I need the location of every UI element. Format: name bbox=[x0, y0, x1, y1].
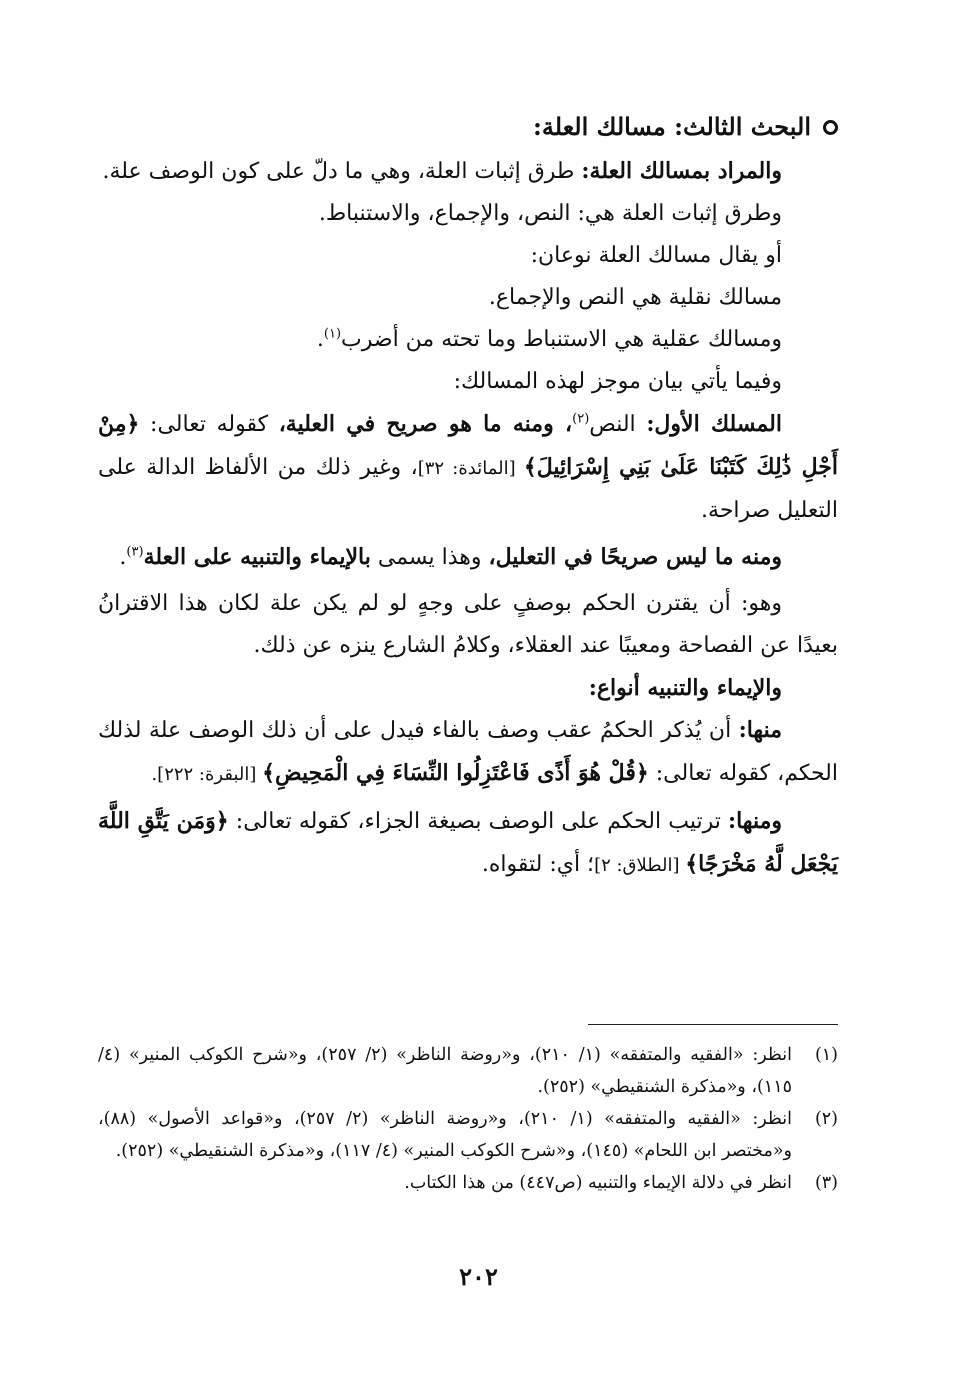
footnote-text: انظر في دلالة الإيماء والتنبيه (ص٤٤٧) من هذا الكتاب. bbox=[404, 1173, 792, 1193]
non-explicit-bold: ومنه ما ليس صريحًا في التعليل، bbox=[488, 544, 782, 570]
footnote-3 bbox=[98, 1167, 838, 1199]
paragraph-explanation: وهو: أن يقترن الحكم بوصفٍ على وجهٍ لو لم يكن علة لكان هذا الاقترانُ بعيدًا عن الفصاحة ومعيبًا عند العقلاء، وكلامُ الشارع ينزه عن ذلك. bbox=[98, 591, 838, 658]
term-bold: والمراد بمسالك العلة: bbox=[581, 158, 782, 184]
paragraph-kind-1 bbox=[98, 709, 838, 796]
heading-text: البحث الثالث: مسالك العلة: bbox=[533, 112, 811, 141]
footnote-number: (٣) bbox=[814, 1173, 838, 1193]
paragraph-kind-2 bbox=[98, 800, 838, 887]
non-explicit-text: وهذا يسمى bbox=[370, 545, 489, 570]
footnote-divider bbox=[588, 1024, 838, 1025]
definition-text: طرق إثبات العلة، وهي ما دلّ على كون الوصف علة. bbox=[102, 159, 582, 184]
kind-2-label: ومنها: bbox=[727, 808, 782, 834]
footnote-ref-2[interactable]: (٢) bbox=[572, 411, 590, 427]
footnote-number: (٢) bbox=[814, 1109, 838, 1129]
paragraph-definition bbox=[98, 150, 838, 193]
footnote-text: انظر: «الفقيه والمتفقه» (١/ ٢١٠)، و«روضة الناظر» (٢/ ٢٥٧)، و«قواعد الأصول» (٨٨)، و«مختصر ابن اللحام» (١٤٥)، و«شرح الكوكب المنير» (٤/ ١١٧)، و«مذكرة الشنقيطي» (٢٥٢). bbox=[98, 1109, 793, 1161]
verse-ref-1: [المائدة: ٣٢] bbox=[417, 458, 524, 479]
section-heading bbox=[98, 104, 838, 150]
kind-2-end: ؛ أي: لتقواه. bbox=[481, 852, 595, 877]
paragraph-ways: وطرق إثبات العلة هي: النص، والإجماع، والاستنباط. bbox=[318, 201, 782, 226]
footnote-ref-1[interactable]: (١) bbox=[323, 326, 342, 342]
kind-1-text: أن يُذكر الحكمُ عقب وصف بالفاء فيدل على أن ذلك الوصف علة لذلك الحكم، كقوله تعالى: bbox=[98, 718, 838, 786]
non-explicit-end: . bbox=[119, 545, 127, 570]
quran-verse-3: ﴿وَمَن يَتَّقِ اللَّهَ يَجْعَل لَّهُ مَخْرَجًا﴾ bbox=[98, 808, 838, 877]
paragraph-aqli bbox=[98, 319, 838, 361]
page-number: ٢٠٢ bbox=[459, 1262, 498, 1291]
paragraph-types: أو يقال مسالك العلة نوعان: bbox=[530, 243, 782, 268]
first-path-text: النص bbox=[589, 412, 647, 437]
aqli-text: ومسالك عقلية هي الاستنباط وما تحته من أضرب bbox=[341, 327, 782, 352]
paragraph-non-explicit bbox=[98, 536, 838, 579]
footnote-1 bbox=[98, 1039, 838, 1103]
paragraph-naqli: مسالك نقلية هي النص والإجماع. bbox=[488, 285, 782, 310]
first-path-bold: ، ومنه ما هو صريح في العلية، bbox=[278, 411, 573, 437]
aqli-end: . bbox=[316, 327, 324, 352]
footnote-ref-3[interactable]: (٣) bbox=[126, 544, 144, 560]
kind-1-label: منها: bbox=[738, 717, 782, 743]
paragraph-intro: وفيما يأتي بيان موجز لهذه المسالك: bbox=[453, 369, 782, 394]
first-path-text-3: ، وغير ذلك من الألفاظ الدالة على التعليل صراحة. bbox=[98, 455, 838, 523]
paragraph-first-path bbox=[98, 403, 838, 532]
first-path-label: المسلك الأول: bbox=[646, 411, 782, 437]
paragraph-kinds: والإيماء والتنبيه أنواع: bbox=[588, 675, 782, 701]
imaa-bold: بالإيماء والتنبيه على العلة bbox=[143, 544, 371, 570]
footnote-2 bbox=[98, 1103, 838, 1167]
verse-ref-3: [الطلاق: ٢] bbox=[594, 855, 686, 876]
kind-2-text: ترتيب الحكم على الوصف بصيغة الجزاء، كقوله تعالى: bbox=[228, 809, 728, 834]
page-body bbox=[98, 104, 838, 887]
verse-ref-2: [البقرة: ٢٢٢]. bbox=[151, 764, 263, 785]
first-path-text-2: كقوله تعالى: bbox=[139, 412, 279, 437]
footnotes bbox=[98, 1024, 838, 1199]
circle-bullet-icon bbox=[823, 120, 838, 135]
quran-verse-1: ﴿مِنْ أَجْلِ ذَٰلِكَ كَتَبْنَا عَلَىٰ بَنِي إِسْرَائِيلَ﴾ bbox=[98, 411, 838, 480]
footnote-number: (١) bbox=[814, 1045, 838, 1065]
quran-verse-2: ﴿قُلْ هُوَ أَذًى فَاعْتَزِلُوا النِّسَاءَ فِي الْمَحِيضِ﴾ bbox=[262, 760, 649, 786]
footnote-text: انظر: «الفقيه والمتفقه» (١/ ٢١٠)، و«روضة الناظر» (٢/ ٢٥٧)، و«شرح الكوكب المنير» (٤/ ١١٥)، و«مذكرة الشنقيطي» (٢٥٢). bbox=[98, 1045, 792, 1097]
main-text bbox=[98, 150, 838, 887]
